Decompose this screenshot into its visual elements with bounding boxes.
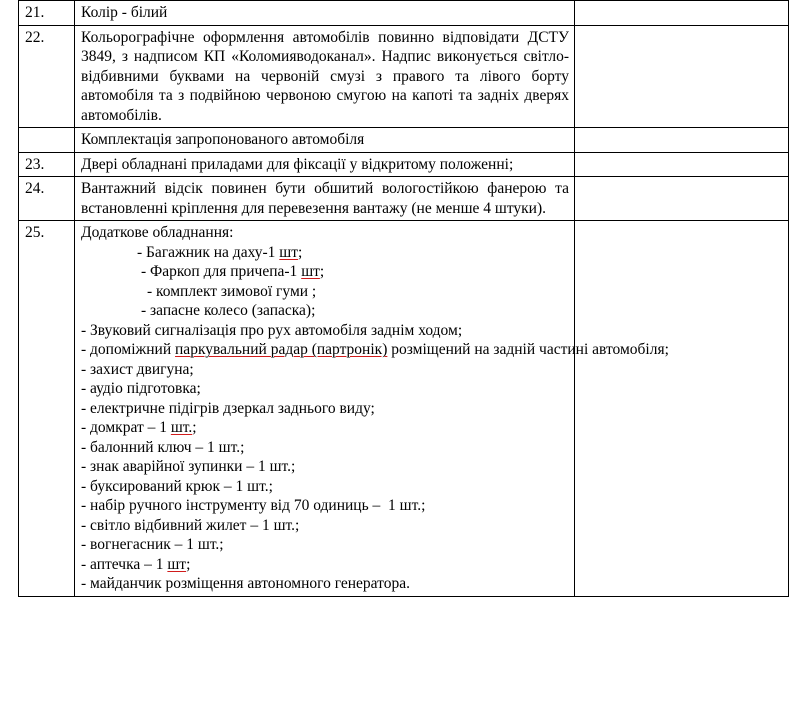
row-number: 22. <box>19 25 75 128</box>
table-row <box>19 177 789 221</box>
row-content <box>75 177 575 221</box>
row-number: 24. <box>19 177 75 221</box>
equipment-list-item: - Багажник на даху-1 шт; <box>137 243 303 261</box>
row-content <box>75 152 575 177</box>
spellcheck-underline: шт. <box>170 419 193 437</box>
equipment-list-item: - знак аварійної зупинки – 1 шт.; <box>81 458 296 476</box>
row-note <box>575 152 789 177</box>
row-number: 21. <box>19 1 75 26</box>
equipment-list-item: - аудіо підготовка; <box>81 380 201 398</box>
row-content <box>75 25 575 128</box>
equipment-list-item: - електричне підігрів дзеркал заднього виду; <box>81 399 375 417</box>
table-row <box>19 152 789 177</box>
equipment-list-item: - допоміжний паркувальний радар (партронік) розміщений на задній частині автомобіля; <box>81 341 669 359</box>
row-number <box>19 128 75 153</box>
row-text: Вантажний відсік повинен бути обшитий вологостійкою фанерою та встановленні кріплення для перевезення вантажу (не менше 4 штуки). <box>81 180 569 217</box>
row-note <box>575 128 789 153</box>
spellcheck-underline: шт <box>301 263 320 281</box>
equipment-list-item: - комплект зимової гуми ; <box>147 282 317 300</box>
equipment-list-title: Додаткове обладнання: <box>81 224 234 242</box>
row-content-equipment-list <box>75 221 669 597</box>
row-note <box>575 25 789 128</box>
table-row <box>19 1 789 26</box>
row-note <box>575 1 789 26</box>
equipment-list-item: - аптечка – 1 шт; <box>81 555 191 573</box>
table-row <box>19 128 789 153</box>
specification-table <box>18 0 789 597</box>
equipment-list-item: - буксирований крюк – 1 шт.; <box>81 477 273 495</box>
spellcheck-underline: паркувальний радар (партронік) <box>175 341 388 359</box>
spellcheck-underline: шт <box>167 555 187 573</box>
row-content <box>75 128 575 153</box>
table-row <box>19 221 789 597</box>
row-text: Двері обладнані приладами для фіксації у відкритому положенні; <box>81 155 514 173</box>
table-row <box>19 25 789 128</box>
equipment-list-item: - Фаркоп для причепа-1 шт; <box>141 263 325 281</box>
equipment-list-item: - майданчик розміщення автономного генератора. <box>81 575 410 593</box>
equipment-list-item: - захист двигуна; <box>81 360 194 378</box>
equipment-list-item: - запасне колесо (запаска); <box>141 302 316 320</box>
equipment-list-item: - набір ручного інструменту від 70 одиниць – 1 шт.; <box>81 497 426 515</box>
equipment-list <box>81 243 669 594</box>
row-text: Комплектація запропонованого автомобіля <box>81 131 365 149</box>
row-text: Кольорографічне оформлення автомобілів повинно відповідати ДСТУ 3849, з надписом КП «Коломияводоканал». Надпис виконується світло-відбивними буквами на червоній смузі з правого та лівого борту автомобіля та з подвійною червоною смугою на капоті та задніх дверях автомобілів. <box>81 28 569 124</box>
row-number: 23. <box>19 152 75 177</box>
equipment-list-item: - балонний ключ – 1 шт.; <box>81 438 245 456</box>
spellcheck-underline: шт <box>279 243 298 261</box>
row-number: 25. <box>19 221 75 597</box>
equipment-list-item: - Звуковий сигналізація про рух автомобіля заднім ходом; <box>81 321 463 339</box>
table-body <box>19 1 789 597</box>
row-content <box>75 1 575 26</box>
row-note <box>575 177 789 221</box>
equipment-list-item: - вогнегасник – 1 шт.; <box>81 536 224 554</box>
row-note <box>575 221 789 597</box>
equipment-list-item: - світло відбивний жилет – 1 шт.; <box>81 516 300 534</box>
equipment-list-item: - домкрат – 1 шт.; <box>81 419 197 437</box>
row-text: Колір - білий <box>81 4 168 21</box>
